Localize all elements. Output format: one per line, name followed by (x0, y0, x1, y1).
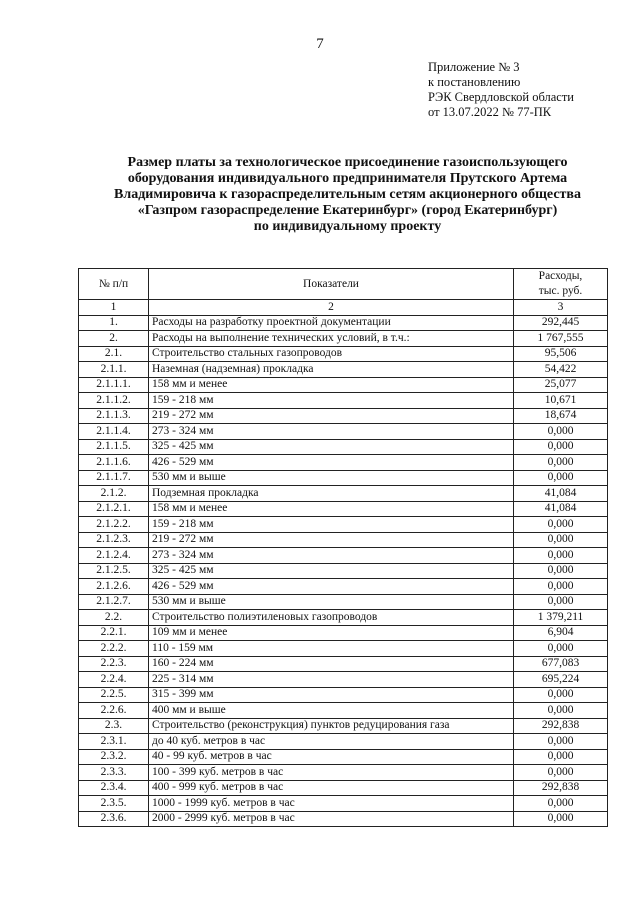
table-row (79, 687, 608, 703)
row-cost: 41,084 (514, 486, 608, 502)
row-number: 2.1.1. (79, 362, 149, 378)
fees-table (78, 268, 608, 827)
row-cost: 292,838 (514, 718, 608, 734)
row-indicator: Подземная прокладка (149, 486, 514, 502)
appendix-line: РЭК Свердловской области (428, 90, 574, 104)
row-indicator: 273 - 324 мм (149, 548, 514, 564)
table-header-row (79, 269, 608, 300)
row-indicator: 530 мм и выше (149, 470, 514, 486)
row-number: 2.3.5. (79, 796, 149, 812)
row-cost: 95,506 (514, 346, 608, 362)
row-cost: 0,000 (514, 641, 608, 657)
row-cost: 0,000 (514, 563, 608, 579)
row-number: 2.1.2.5. (79, 563, 149, 579)
row-cost: 18,674 (514, 408, 608, 424)
row-cost: 677,083 (514, 656, 608, 672)
row-cost: 10,671 (514, 393, 608, 409)
row-number: 2.2.6. (79, 703, 149, 719)
row-number: 2.1.1.3. (79, 408, 149, 424)
row-cost: 6,904 (514, 625, 608, 641)
row-cost: 0,000 (514, 439, 608, 455)
title-line: «Газпром газораспределение Екатеринбург» (город Екатеринбург) (137, 203, 558, 218)
row-number: 2.3. (79, 718, 149, 734)
row-number: 1. (79, 315, 149, 331)
row-cost: 0,000 (514, 594, 608, 610)
column-index: 1 (79, 300, 149, 316)
row-indicator: 158 мм и менее (149, 501, 514, 517)
row-number: 2.3.2. (79, 749, 149, 765)
row-indicator: 400 - 999 куб. метров в час (149, 780, 514, 796)
row-cost: 0,000 (514, 470, 608, 486)
row-number: 2.2.5. (79, 687, 149, 703)
table-row (79, 501, 608, 517)
table-row (79, 641, 608, 657)
row-number: 2.1.1.2. (79, 393, 149, 409)
document-title (60, 155, 635, 235)
header-cost-line2: тыс. руб. (538, 285, 583, 297)
table-row (79, 439, 608, 455)
row-cost: 0,000 (514, 734, 608, 750)
table-row (79, 749, 608, 765)
table-row (79, 486, 608, 502)
appendix-block (428, 60, 574, 120)
table-row (79, 610, 608, 626)
row-number: 2.1.2.6. (79, 579, 149, 595)
row-indicator: 219 - 272 мм (149, 532, 514, 548)
table-row (79, 780, 608, 796)
row-indicator: 219 - 272 мм (149, 408, 514, 424)
title-line: по индивидуальному проекту (253, 219, 442, 234)
row-indicator: 225 - 314 мм (149, 672, 514, 688)
row-cost: 292,445 (514, 315, 608, 331)
row-indicator: 110 - 159 мм (149, 641, 514, 657)
header-cost-line1: Расходы, (538, 270, 583, 282)
row-indicator: 100 - 399 куб. метров в час (149, 765, 514, 781)
appendix-line: Приложение № 3 (428, 60, 520, 74)
table-row (79, 656, 608, 672)
row-cost: 0,000 (514, 532, 608, 548)
row-number: 2.1.1.1. (79, 377, 149, 393)
column-index: 3 (514, 300, 608, 316)
table-row (79, 703, 608, 719)
row-indicator: Строительство стальных газопроводов (149, 346, 514, 362)
row-number: 2.2.4. (79, 672, 149, 688)
table-body (79, 315, 608, 827)
table-row (79, 408, 608, 424)
table-row (79, 424, 608, 440)
header-name: Показатели (149, 269, 514, 300)
table-row (79, 455, 608, 471)
table-row (79, 811, 608, 827)
row-indicator: Расходы на выполнение технических условий, в т.ч.: (149, 331, 514, 347)
row-cost: 0,000 (514, 455, 608, 471)
row-number: 2.1.1.6. (79, 455, 149, 471)
table-row (79, 594, 608, 610)
table-row (79, 672, 608, 688)
table-row (79, 718, 608, 734)
row-cost: 0,000 (514, 749, 608, 765)
title-line: Размер платы за технологическое присоединение газоиспользующего (127, 155, 568, 170)
row-indicator: 273 - 324 мм (149, 424, 514, 440)
header-num: № п/п (79, 269, 149, 300)
row-indicator: 159 - 218 мм (149, 393, 514, 409)
row-number: 2.3.1. (79, 734, 149, 750)
row-number: 2.2.3. (79, 656, 149, 672)
row-cost: 0,000 (514, 517, 608, 533)
row-indicator: 426 - 529 мм (149, 579, 514, 595)
title-line: Владимировича к газораспределительным сетям акционерного общества (114, 187, 581, 202)
row-number: 2.3.3. (79, 765, 149, 781)
row-indicator: 325 - 425 мм (149, 563, 514, 579)
row-cost: 0,000 (514, 424, 608, 440)
row-indicator: 109 мм и менее (149, 625, 514, 641)
row-number: 2.1.1.7. (79, 470, 149, 486)
row-cost: 25,077 (514, 377, 608, 393)
row-number: 2.2.1. (79, 625, 149, 641)
row-indicator: 426 - 529 мм (149, 455, 514, 471)
row-number: 2.1.2.4. (79, 548, 149, 564)
page-number: 7 (316, 36, 324, 52)
table-row (79, 517, 608, 533)
table-row (79, 393, 608, 409)
table-row (79, 331, 608, 347)
table-row (79, 579, 608, 595)
row-number: 2.1. (79, 346, 149, 362)
table-row (79, 563, 608, 579)
table-row (79, 765, 608, 781)
row-cost: 54,422 (514, 362, 608, 378)
row-indicator: Расходы на разработку проектной документации (149, 315, 514, 331)
row-cost: 0,000 (514, 765, 608, 781)
row-indicator: 400 мм и выше (149, 703, 514, 719)
row-cost: 292,838 (514, 780, 608, 796)
table-row (79, 470, 608, 486)
row-number: 2.1.2.1. (79, 501, 149, 517)
row-number: 2.1.2.2. (79, 517, 149, 533)
row-indicator: 158 мм и менее (149, 377, 514, 393)
row-number: 2.1.2. (79, 486, 149, 502)
row-indicator: Строительство (реконструкция) пунктов редуцирования газа (149, 718, 514, 734)
title-line: оборудования индивидуального предпринимателя Прутского Артема (127, 171, 568, 186)
table-row (79, 796, 608, 812)
table-row (79, 532, 608, 548)
row-number: 2.2.2. (79, 641, 149, 657)
row-cost: 0,000 (514, 687, 608, 703)
appendix-line: от 13.07.2022 № 77-ПК (428, 105, 552, 119)
row-indicator: Наземная (надземная) прокладка (149, 362, 514, 378)
column-index: 2 (149, 300, 514, 316)
row-cost: 1 379,211 (514, 610, 608, 626)
table-row (79, 734, 608, 750)
row-indicator: 160 - 224 мм (149, 656, 514, 672)
row-number: 2.3.4. (79, 780, 149, 796)
row-cost: 0,000 (514, 579, 608, 595)
table-row (79, 548, 608, 564)
row-number: 2.1.2.3. (79, 532, 149, 548)
row-indicator: до 40 куб. метров в час (149, 734, 514, 750)
table-row (79, 315, 608, 331)
row-number: 2.2. (79, 610, 149, 626)
column-index-row (79, 300, 608, 316)
row-cost: 695,224 (514, 672, 608, 688)
row-indicator: 159 - 218 мм (149, 517, 514, 533)
row-indicator: 40 - 99 куб. метров в час (149, 749, 514, 765)
row-cost: 41,084 (514, 501, 608, 517)
row-indicator: 530 мм и выше (149, 594, 514, 610)
table-row (79, 346, 608, 362)
row-indicator: Строительство полиэтиленовых газопроводов (149, 610, 514, 626)
table-row (79, 362, 608, 378)
row-cost: 0,000 (514, 811, 608, 827)
row-indicator: 2000 - 2999 куб. метров в час (149, 811, 514, 827)
appendix-line: к постановлению (428, 75, 521, 89)
row-indicator: 325 - 425 мм (149, 439, 514, 455)
row-indicator: 315 - 399 мм (149, 687, 514, 703)
row-cost: 0,000 (514, 548, 608, 564)
row-number: 2.1.1.4. (79, 424, 149, 440)
row-cost: 0,000 (514, 703, 608, 719)
table-row (79, 625, 608, 641)
row-number: 2.1.1.5. (79, 439, 149, 455)
row-cost: 0,000 (514, 796, 608, 812)
row-cost: 1 767,555 (514, 331, 608, 347)
row-number: 2.3.6. (79, 811, 149, 827)
table-row (79, 377, 608, 393)
header-cost (514, 269, 608, 300)
row-number: 2.1.2.7. (79, 594, 149, 610)
row-number: 2. (79, 331, 149, 347)
row-indicator: 1000 - 1999 куб. метров в час (149, 796, 514, 812)
